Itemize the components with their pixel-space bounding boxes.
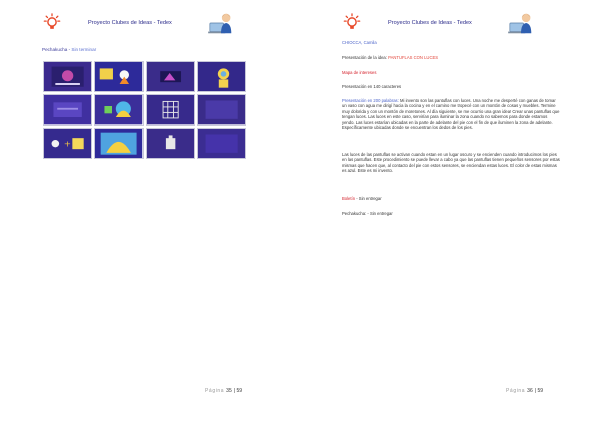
slide-thumbnail[interactable] <box>94 128 143 159</box>
page-footer: Página 36 | 59 <box>506 388 543 394</box>
lightbulb-idea-icon <box>43 13 61 31</box>
pechakucha-label-right: Pechakucha: <box>342 211 367 216</box>
pechakucha-status-right: Sin entregar <box>369 211 393 216</box>
header-title: Proyecto Clubes de Ideas - Tedex <box>388 20 472 26</box>
lightbulb-idea-icon <box>343 13 361 31</box>
pechakucha-status-line: Pechakucha - Sin terminar <box>42 47 97 52</box>
slide-thumbnail[interactable] <box>146 94 195 125</box>
slide-thumbnail[interactable] <box>197 61 246 92</box>
pechakucha-label: Pechakucha <box>42 47 68 52</box>
idea-label: Presentación de la idea: <box>342 55 387 60</box>
slide-thumbnail[interactable] <box>43 128 92 159</box>
slide-thumbnail[interactable] <box>43 61 92 92</box>
presentation-200-block <box>342 98 560 130</box>
footer-page-number: 35 <box>226 388 232 394</box>
idea-line <box>342 55 560 60</box>
footer-page-total: 59 <box>236 388 242 394</box>
pechakucha-slide-gallery <box>43 61 246 159</box>
idea-value: PANTUFLAS CON LUCES <box>388 55 439 60</box>
student-computer-icon <box>208 11 234 35</box>
footer-page-word: Página <box>205 388 225 394</box>
header-title: Proyecto Clubes de Ideas - Tedex <box>88 20 172 26</box>
boletin-status: Sin entregar <box>358 196 382 201</box>
pechakucha-status-line-right: Pechakucha: - Sin entregar <box>342 211 393 216</box>
footer-page-word: Página <box>506 388 526 394</box>
slide-thumbnail[interactable] <box>94 94 143 125</box>
presentation-200-text: Mi invento son las pantuflas con luces. Una noche me desperté con ganas de tomar un vaso con agua me dirigí hacia la cocina y en el camino me tropecé con un montón de cosas y muebles. Termine muy dolorida y con un montón de moretones. Al día siguiente, se me ocurrio una gran idea! Crear unas pantuflas que tengan luces. Las luces en este caso, servirían para iluminar la zona cuando no sabemos para donde estamos yendo. Las luces estarían ubicadas en la parte de adelante del pie con el fin de que iluminen la zona de adelante. Específicamente ubicadas donde se encuentran los dedos de los pies. <box>342 98 560 131</box>
presentation-200-label: Presentación en 200 palabras: <box>342 98 399 103</box>
page-footer: Página 35 | 59 <box>205 388 242 394</box>
slide-thumbnail[interactable] <box>146 128 195 159</box>
student-computer-icon <box>508 11 534 35</box>
slide-thumbnail[interactable] <box>146 61 195 92</box>
footer-page-number: 36 <box>527 388 533 394</box>
interest-map-heading: Mapa de intereses <box>342 70 377 75</box>
boletin-status-line: Boletín - Sin entregar <box>342 196 382 201</box>
slide-thumbnail[interactable] <box>197 128 246 159</box>
slide-thumbnail[interactable] <box>94 61 143 92</box>
author-name: CHIOCCA, Camila <box>342 40 377 45</box>
boletin-label: Boletín <box>342 196 356 201</box>
svg-text:+: + <box>63 138 71 149</box>
slide-thumbnail[interactable] <box>43 94 92 125</box>
footer-page-total: 59 <box>537 388 543 394</box>
pechakucha-status: Sin terminar <box>71 47 97 52</box>
presentation-200-text-continued: Las luces de las pantuflas se activan cuando estan en un lugar oscuro y se encienden cuando introducimos los pies en las pantuflas. Este procedimiento se puede llevar a cabo ya que las pantuflas tienen pequeños sensores por estas mismas que hacen que, al contacto del pie con estos sensores, se enciendan estas luces. El color de estas mismas es azul. Este es mi invento. <box>342 152 560 174</box>
slide-thumbnail[interactable] <box>197 94 246 125</box>
presentation-140-label: Presentación en 140 caracteres <box>342 84 402 89</box>
